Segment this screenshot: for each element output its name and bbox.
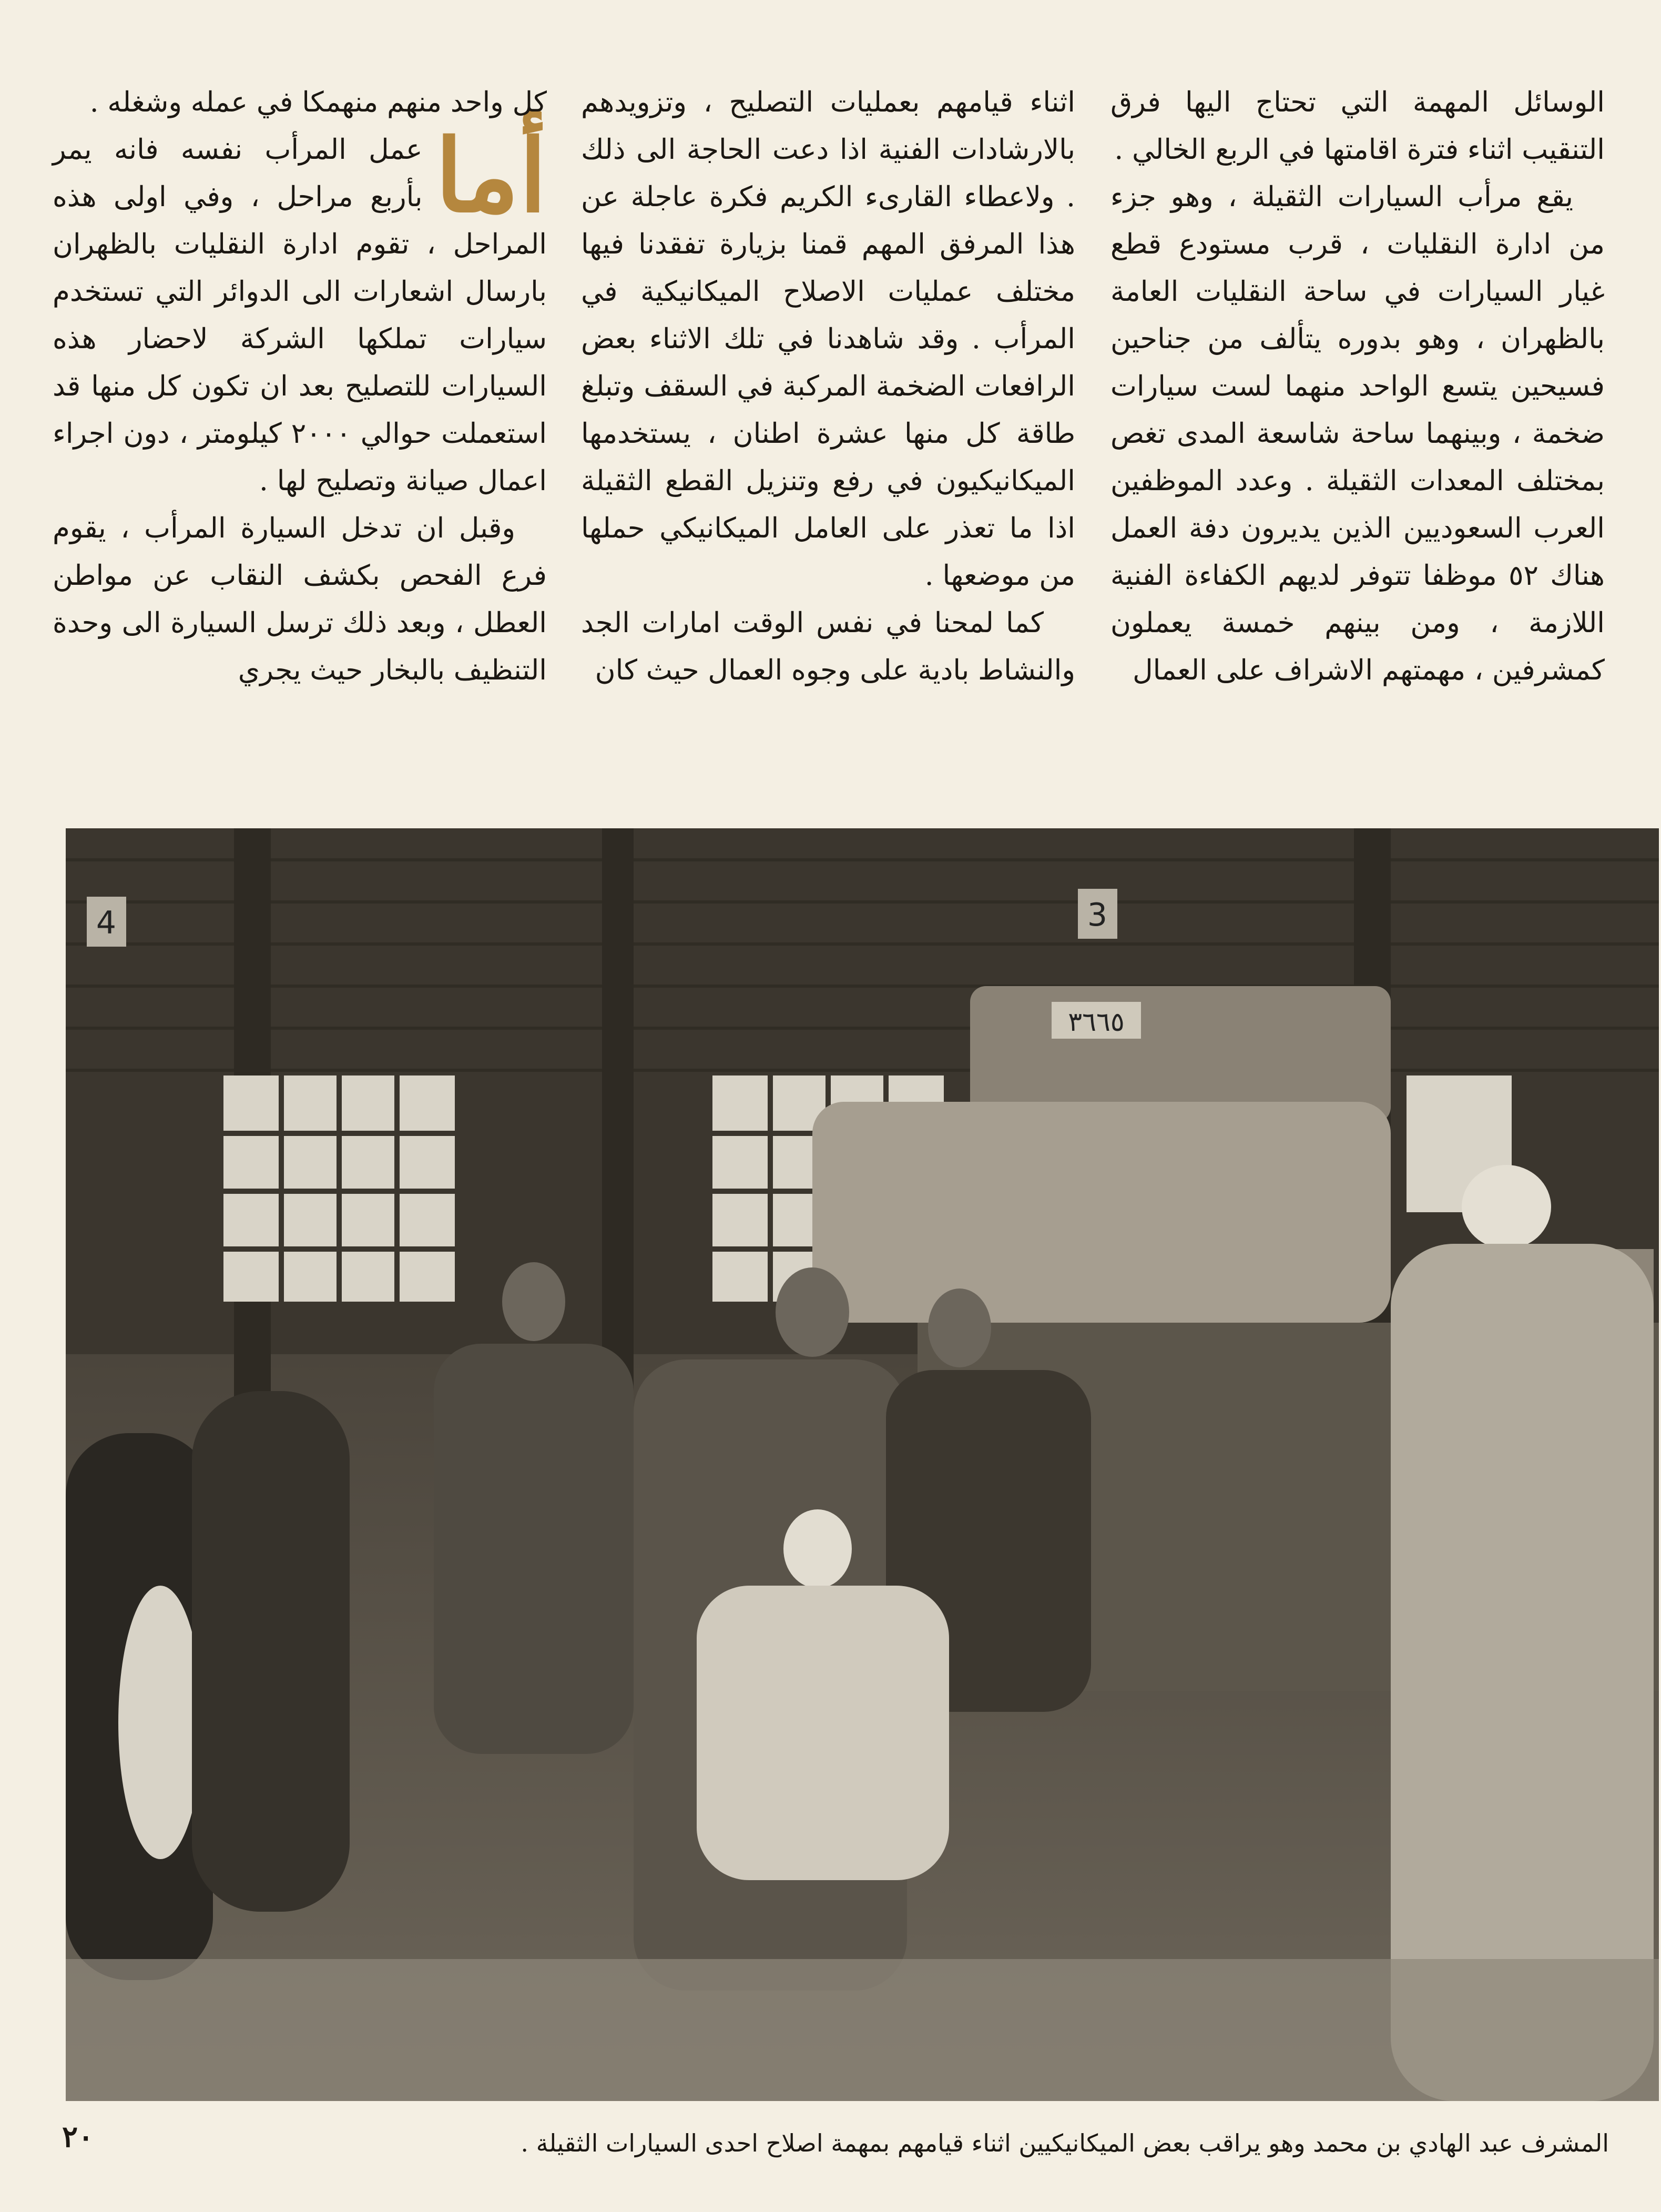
- license-plate: ٣٦٦٥: [1068, 1007, 1125, 1037]
- text-column-right: [1110, 79, 1605, 694]
- paragraph: كل واحد منهم منهمكا في عمله وشغله .: [89, 86, 547, 118]
- text-column-middle: [581, 79, 1075, 694]
- svg-text:4: 4: [96, 905, 117, 941]
- paragraph: يقع مرأب السيارات الثقيلة ، وهو جزء من ادارة النقليات ، قرب مستودع قطع غيار السيارات في ساحة النقليات العامة بالظهران ، وهو بدوره يتألف من جناحين فسيحين يتسع الواحد منهما لست سيارات ضخمة ، وبينهما ساحة شاسعة المدى تغص بمختلف المعدات الثقيلة . وعدد الموظفين العرب السعوديين الذين يديرون دفة العمل هناك ٥٢ موظفا تتوفر لديهم الكفاءة الفنية اللازمة ، ومن بينهم خمسة يعملون كمشرفين ، مهمتهم الاشراف على العمال: [1110, 181, 1605, 686]
- svg-text:3: 3: [1087, 897, 1108, 933]
- paragraph: اثناء قيامهم بعمليات التصليح ، وتزويدهم بالارشادات الفنية اذا دعت الحاجة الى ذلك . ولاعطاء القارىء الكريم فكرة عاجلة عن هذا المرفق المهم قمنا بزيارة تفقدنا فيها مختلف عمليات الاصلاح الميكانيكية في المرأب . وقد شاهدنا في تلك الاثناء بعض الرافعات الضخمة المركبة في السقف وتبلغ طاقة كل منها عشرة اطنان ، يستخدمها الميكانيكيون في رفع وتنزيل القطع الثقيلة اذا ما تعذر على العامل الميكانيكي حملها من موضعها .: [581, 86, 1075, 592]
- tires: [66, 1391, 350, 1980]
- photo-caption: المشرف عبد الهادي بن محمد وهو يراقب بعض الميكانيكيين اثناء قيامهم بمهمة اصلاح احدى السيارات الثقيلة .: [521, 2129, 1609, 2157]
- bay-sign-4: [87, 897, 126, 947]
- page-number: ٢٠: [62, 2119, 94, 2154]
- paragraph-text: عمل المرأب نفسه فانه يمر بأربع مراحل ، وفي اولى هذه المراحل ، تقوم ادارة النقليات بالظهران بارسال اشعارات الى الدوائر التي تستخدم سيارات تملكها الشركة لاحضار هذه السيارات للتصليح بعد ان تكون كل منها قد استعملت حوالي ٢٠٠٠ كيلومتر ، دون اجراء اعمال صيانة وتصليح لها .: [53, 134, 547, 497]
- window-left: [223, 1075, 455, 1302]
- paragraph: الوسائل المهمة التي تحتاج اليها فرق التنقيب اثناء فترة اقامتها في الربع الخالي .: [1110, 86, 1605, 166]
- floor: [66, 1959, 1659, 2101]
- paragraph: وقبل ان تدخل السيارة المرأب ، يقوم فرع الفحص بكشف النقاب عن مواطن العطل ، وبعد ذلك ترسل السيارة الى وحدة التنظيف بالبخار حيث يجري: [53, 512, 547, 686]
- garage-photo: [66, 828, 1659, 2101]
- pillar: [602, 828, 634, 1407]
- text-column-left: [53, 79, 547, 694]
- garage-photo-illustration: [66, 828, 1659, 2101]
- drop-cap: أما: [435, 117, 547, 235]
- paragraph: كما لمحنا في نفس الوقت امارات الجد والنشاط بادية على وجوه العمال حيث كان: [581, 607, 1075, 686]
- bay-sign-3: [1078, 889, 1117, 939]
- paragraph: [53, 117, 547, 505]
